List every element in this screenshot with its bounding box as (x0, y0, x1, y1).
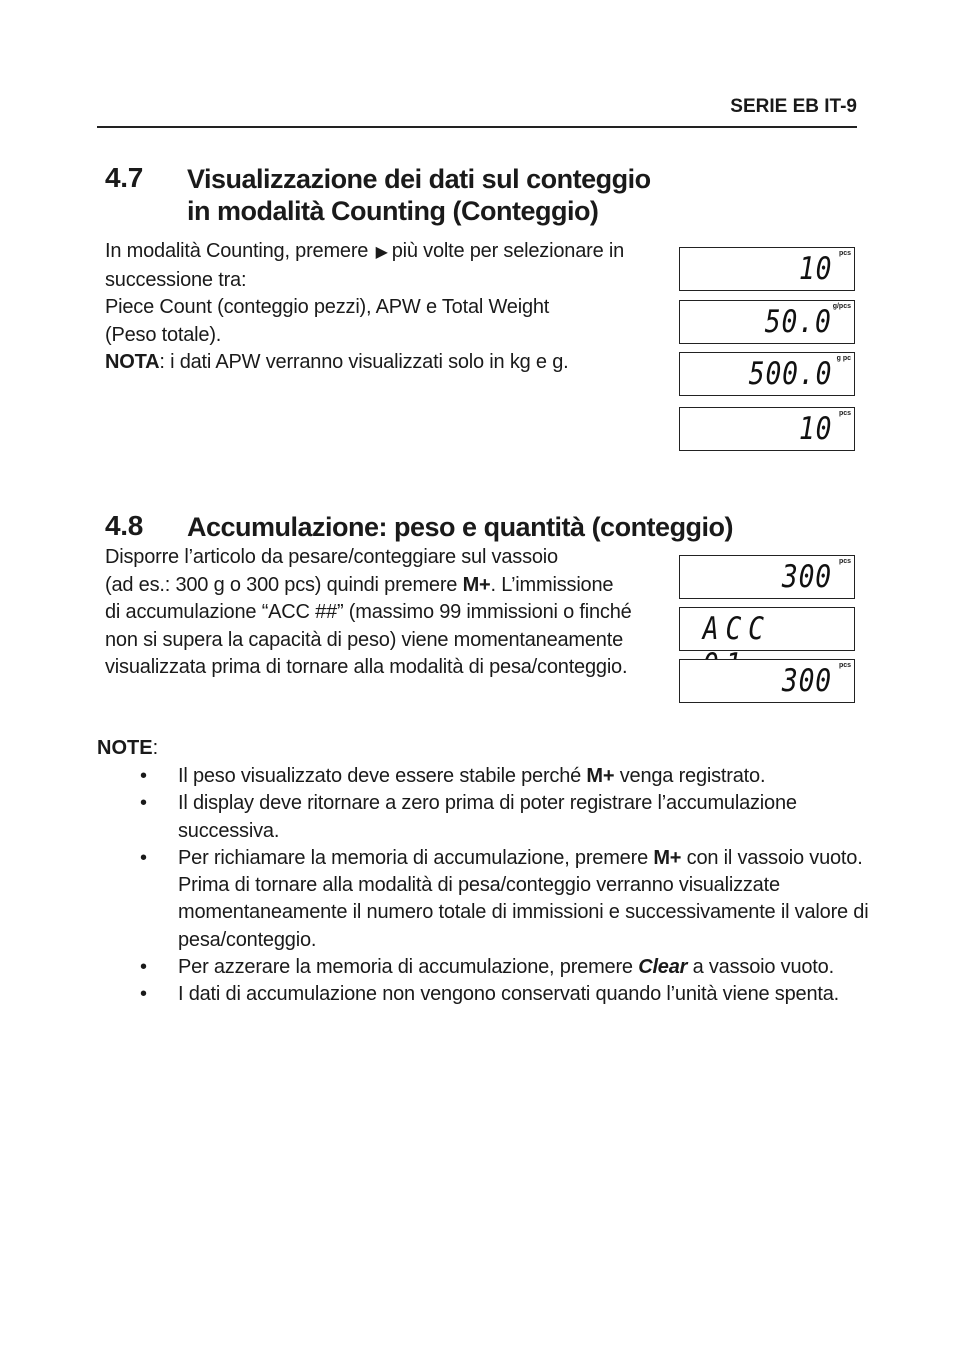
lcd-display-300-pcs-1 (679, 555, 855, 599)
section-4-7-title-line2: in modalità Counting (Conteggio) (187, 196, 599, 226)
lcd-unit: g/pcs (832, 303, 851, 310)
section-4-7-line2: successione tra: (105, 268, 247, 291)
lcd-unit: pcs (838, 662, 851, 669)
bullet-icon: • (140, 956, 147, 979)
note-4-text-a: Per azzerare la memoria di accumulazione, premere (178, 956, 639, 979)
note-1-text-a: Il peso visualizzato deve essere stabile perché (178, 765, 587, 787)
note-3-text-b: con il vassoio vuoto. Prima di tornare alla modalità di pesa/conteggio verranno visualizzate momentaneamente il numero totale di immissioni e successivamente il valore di pesa/conteggio. (178, 846, 869, 951)
section-4-7-body (105, 238, 665, 377)
section-4-7-title (187, 163, 651, 227)
lcd-value: ACC (702, 611, 771, 647)
lcd-unit: g pc (836, 355, 851, 362)
section-4-8-line2 (105, 572, 675, 600)
note-label (97, 737, 158, 760)
notes-list (140, 763, 870, 1009)
right-triangle-icon: ▶ (375, 244, 388, 261)
section-4-8-title: Accumulazione: peso e quantità (conteggio) (187, 512, 734, 542)
nota-text: : i dati APW verranno visualizzati solo in kg e g. (159, 351, 569, 373)
section-4-8-line2-b: . L’immissione (490, 573, 614, 596)
note-3-text-a: Per richiamare la memoria di accumulazione, premere (178, 846, 654, 869)
section-4-8-line3: di accumulazione “ACC ##” (massimo 99 immissioni o finché (105, 601, 632, 623)
section-4-7-title-line1: Visualizzazione dei dati sul conteggio (187, 164, 651, 194)
note-5-text: I dati di accumulazione non vengono conservati quando l’unità viene spenta. (178, 983, 840, 1006)
section-4-7-note (105, 349, 665, 377)
clear-key: Clear (638, 956, 688, 979)
bullet-icon: • (140, 765, 147, 787)
lcd-value: 500.0 (748, 356, 832, 392)
series-label: SERIE EB IT-9 (730, 96, 857, 117)
section-4-7-text-b: più volte per selezionare in (391, 240, 625, 262)
lcd-display-acc (679, 607, 855, 651)
section-4-7-line3: Piece Count (conteggio pezzi), APW e Total Weight (105, 296, 550, 318)
m-plus-key: M+ (653, 846, 682, 869)
header-divider (97, 126, 857, 128)
note-2-text: Il display deve ritornare a zero prima di poter registrare l’accumulazione successiva. (178, 792, 797, 842)
list-item (140, 790, 870, 845)
note-label-colon: : (152, 737, 159, 759)
note-4-text-b: a vassoio vuoto. (687, 956, 834, 979)
list-item (140, 981, 870, 1008)
lcd-value: 50.0 (765, 304, 832, 340)
section-4-8-number: 4.8 (105, 510, 144, 541)
lcd-value: 10 (798, 411, 832, 447)
bullet-icon: • (140, 983, 147, 1006)
section-4-7-text-a: In modalità Counting, premere (105, 240, 369, 262)
section-4-8-line1: Disporre l’articolo da pesare/conteggiare sul vassoio (105, 546, 558, 568)
section-4-7-line1 (105, 238, 665, 267)
lcd-unit: pcs (838, 250, 851, 257)
list-item (140, 954, 870, 981)
section-4-7-number: 4.7 (105, 162, 144, 193)
note-1-text-b: venga registrato. (614, 765, 766, 787)
section-4-8-line5: visualizzata prima di tornare alla modalità di pesa/conteggio. (105, 656, 628, 678)
lcd-display-pcs-1 (679, 247, 855, 291)
section-4-8-body (105, 544, 675, 682)
lcd-value: 10 (798, 251, 832, 287)
bullet-icon: • (140, 792, 147, 815)
section-4-8-line2-a: (ad es.: 300 g o 300 pcs) quindi premere (105, 573, 463, 596)
list-item (140, 763, 870, 790)
section-4-7-line4: (Peso totale). (105, 323, 222, 346)
lcd-display-pcs-2 (679, 407, 855, 451)
lcd-value: 300 (781, 663, 832, 699)
lcd-value: 300 (781, 559, 832, 595)
bullet-icon: • (140, 846, 147, 869)
lcd-display-300-pcs-2 (679, 659, 855, 703)
lcd-display-total-weight (679, 352, 855, 396)
lcd-display-apw (679, 300, 855, 344)
section-4-8-line4: non si supera la capacità di peso) viene momentaneamente (105, 628, 624, 651)
lcd-unit: pcs (838, 410, 851, 417)
nota-label: NOTA (105, 351, 160, 373)
note-label-text: NOTE (97, 737, 153, 759)
m-plus-key: M+ (462, 573, 491, 596)
lcd-unit: pcs (838, 558, 851, 565)
m-plus-key: M+ (586, 765, 615, 787)
list-item (140, 845, 870, 954)
